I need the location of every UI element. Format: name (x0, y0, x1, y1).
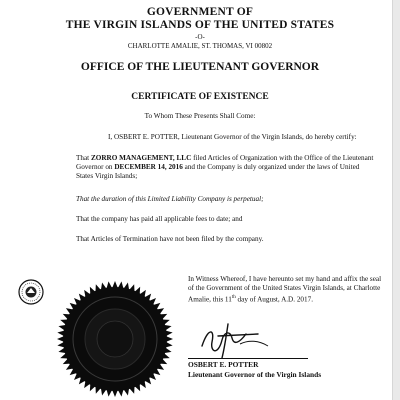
witness-text-a: In Witness Whereof, I have hereunto set my hand and affix the seal of the Government of the United States Virgin Islands, at Charlotte Amalie, this 11 (188, 275, 382, 304)
signatory-title: Lieutenant Governor of the Virgin Islands (188, 370, 322, 379)
paragraph-fees: That the company has paid all applicable fees to date; and (76, 215, 243, 223)
company-name: ZORRO MANAGEMENT, LLC (90, 154, 192, 162)
signature-line (188, 358, 308, 359)
paragraph-duration: That the duration of this Limited Liability Company is perpetual; (76, 195, 264, 203)
office-title: OFFICE OF THE LIEUTENANT GOVERNOR (80, 61, 320, 73)
salutation: To Whom These Presents Shall Come: (144, 112, 256, 120)
para1-prefix: That (76, 154, 90, 162)
witness-text-b: day of August, A.D. 2017. (237, 295, 314, 304)
header-divider: -O- (195, 33, 205, 41)
header-line-1: GOVERNMENT OF (146, 6, 254, 18)
para1-suffix: and the Company is duly organized under the laws of United States Virgin Islands; (76, 163, 360, 181)
intro-paragraph: I, OSBERT E. POTTER, Lieutenant Governor of the Virgin Islands, do hereby certify: (108, 133, 357, 141)
scan-edge (392, 0, 400, 400)
signatory-name: OSBERT E. POTTER (188, 360, 259, 369)
witness-paragraph (188, 275, 383, 305)
circular-seal-icon (18, 279, 44, 305)
filing-date: DECEMBER 14, 2016 (114, 163, 183, 172)
witness-sup: th (231, 295, 236, 301)
para1-mid: filed Articles of Organization with the Office of the Lieutenant Governor on (76, 154, 374, 172)
handwritten-signature-icon (188, 322, 278, 360)
paragraph-organization (76, 154, 374, 182)
certificate-title: CERTIFICATE OF EXISTENCE (131, 92, 269, 102)
header-address: CHARLOTTE AMALIE, ST. THOMAS, VI 00802 (127, 42, 273, 50)
header-line-2: THE VIRGIN ISLANDS OF THE UNITED STATES (65, 19, 335, 31)
embossed-seal-icon (56, 280, 174, 398)
paragraph-termination: That Articles of Termination have not been filed by the company. (76, 235, 264, 243)
